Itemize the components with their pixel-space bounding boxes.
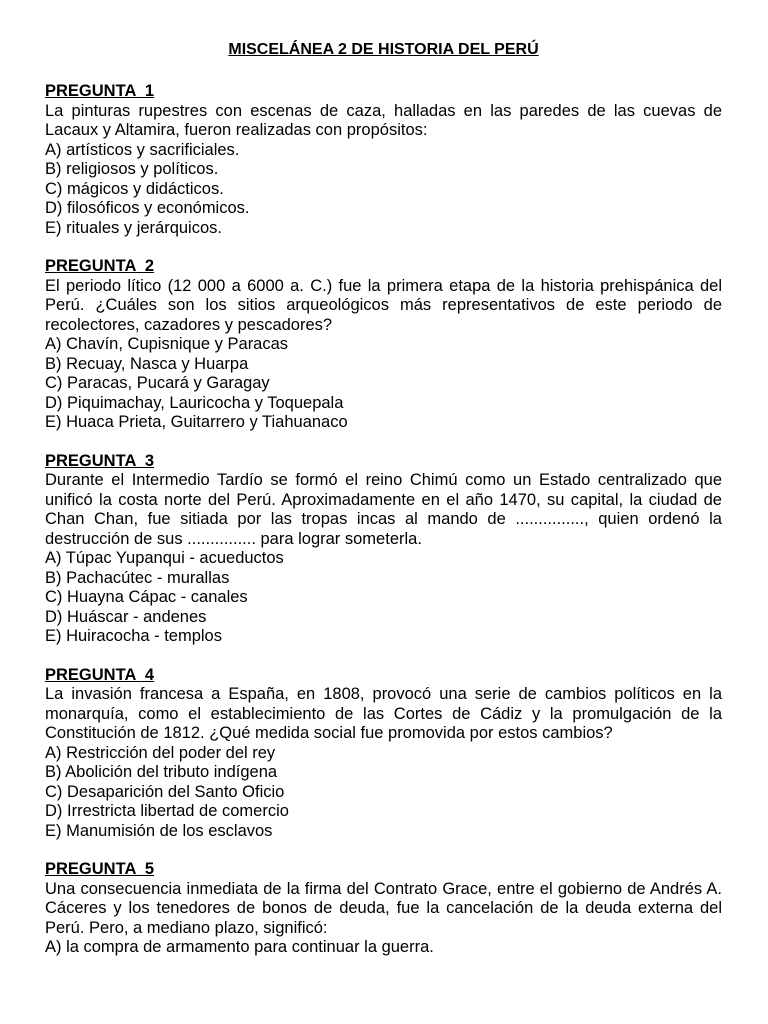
- answer-options: [45, 549, 722, 647]
- question-text: La invasión francesa a España, en 1808, provocó una serie de cambios políticos en la monarquía, como el establecimiento de las Cortes de Cádiz y la promulgación de la Constitución de 1812. ¿Qué medida social fue promovida por estos cambios?: [45, 685, 722, 742]
- question-heading: PREGUNTA 2: [45, 257, 155, 275]
- answer-option: D) Huáscar - andenes: [45, 607, 207, 626]
- answer-option: A) artísticos y sacrificiales.: [45, 140, 240, 159]
- answer-options: [45, 744, 722, 842]
- question-heading: PREGUNTA 4: [45, 665, 155, 684]
- answer-option: B) religiosos y políticos.: [45, 160, 219, 178]
- answer-options: [45, 141, 722, 239]
- question-4: [45, 666, 722, 842]
- answer-option: D) filosóficos y económicos.: [45, 199, 250, 217]
- answer-option: E) Huaca Prieta, Guitarrero y Tiahuanaco: [45, 413, 348, 431]
- answer-option: E) Huiracocha - templos: [45, 627, 222, 645]
- question-text: El periodo lítico (12 000 a 6000 a. C.) fue la primera etapa de la historia prehispánica del Perú. ¿Cuáles son los sitios arqueológicos más representativos de este periodo de recolectores, cazadores y pescadores?: [45, 276, 722, 334]
- question-text: Una consecuencia inmediata de la firma del Contrato Grace, entre el gobierno de Andrés A. Cáceres y los tenedores de bonos de deuda, fue la cancelación de la deuda externa del Perú. Pero, a mediano plazo, significó:: [45, 879, 722, 937]
- question-text: Durante el Intermedio Tardío se formó el reino Chimú como un Estado centralizado que unificó la costa norte del Perú. Aproximadamente en el año 1470, su capital, la ciudad de Chan Chan, fue sitiada por las tropas incas al mando de ..............., quien ordenó la destrucción de sus ............... para lograr someterla.: [45, 471, 722, 548]
- question-heading: PREGUNTA 1: [45, 82, 155, 100]
- answer-option: A) Chavín, Cupisnique y Paracas: [45, 335, 289, 353]
- document-title: MISCELÁNEA 2 DE HISTORIA DEL PERÚ: [228, 41, 539, 58]
- question-2: [45, 257, 722, 433]
- question-3: [45, 452, 722, 647]
- answer-options: [45, 938, 722, 958]
- answer-option: E) Manumisión de los esclavos: [45, 821, 273, 840]
- answer-option: C) Desaparición del Santo Oficio: [45, 782, 285, 801]
- question-heading: PREGUNTA 5: [45, 860, 155, 878]
- answer-option: C) Huayna Cápac - canales: [45, 588, 248, 606]
- answer-option: B) Abolición del tributo indígena: [45, 763, 278, 781]
- answer-option: A) Túpac Yupanqui - acueductos: [45, 549, 284, 567]
- question-1: [45, 82, 722, 238]
- answer-option: D) Piquimachay, Lauricocha y Toquepala: [45, 393, 344, 412]
- answer-options: [45, 335, 722, 433]
- answer-option: D) Irrestricta libertad de comercio: [45, 802, 289, 820]
- question-heading: PREGUNTA 3: [45, 451, 155, 470]
- answer-option: C) Paracas, Pucará y Garagay: [45, 374, 270, 392]
- answer-option: B) Pachacútec - murallas: [45, 568, 230, 587]
- answer-option: A) la compra de armamento para continuar la guerra.: [45, 938, 434, 956]
- document-page: [45, 40, 722, 977]
- answer-option: B) Recuay, Nasca y Huarpa: [45, 354, 249, 373]
- answer-option: C) mágicos y didácticos.: [45, 179, 224, 198]
- question-text: La pinturas rupestres con escenas de caza, halladas en las paredes de las cuevas de Lacaux y Altamira, fueron realizadas con propósitos:: [45, 101, 722, 139]
- question-5: [45, 860, 722, 958]
- answer-option: A) Restricción del poder del rey: [45, 743, 276, 762]
- answer-option: E) rituales y jerárquicos.: [45, 218, 222, 237]
